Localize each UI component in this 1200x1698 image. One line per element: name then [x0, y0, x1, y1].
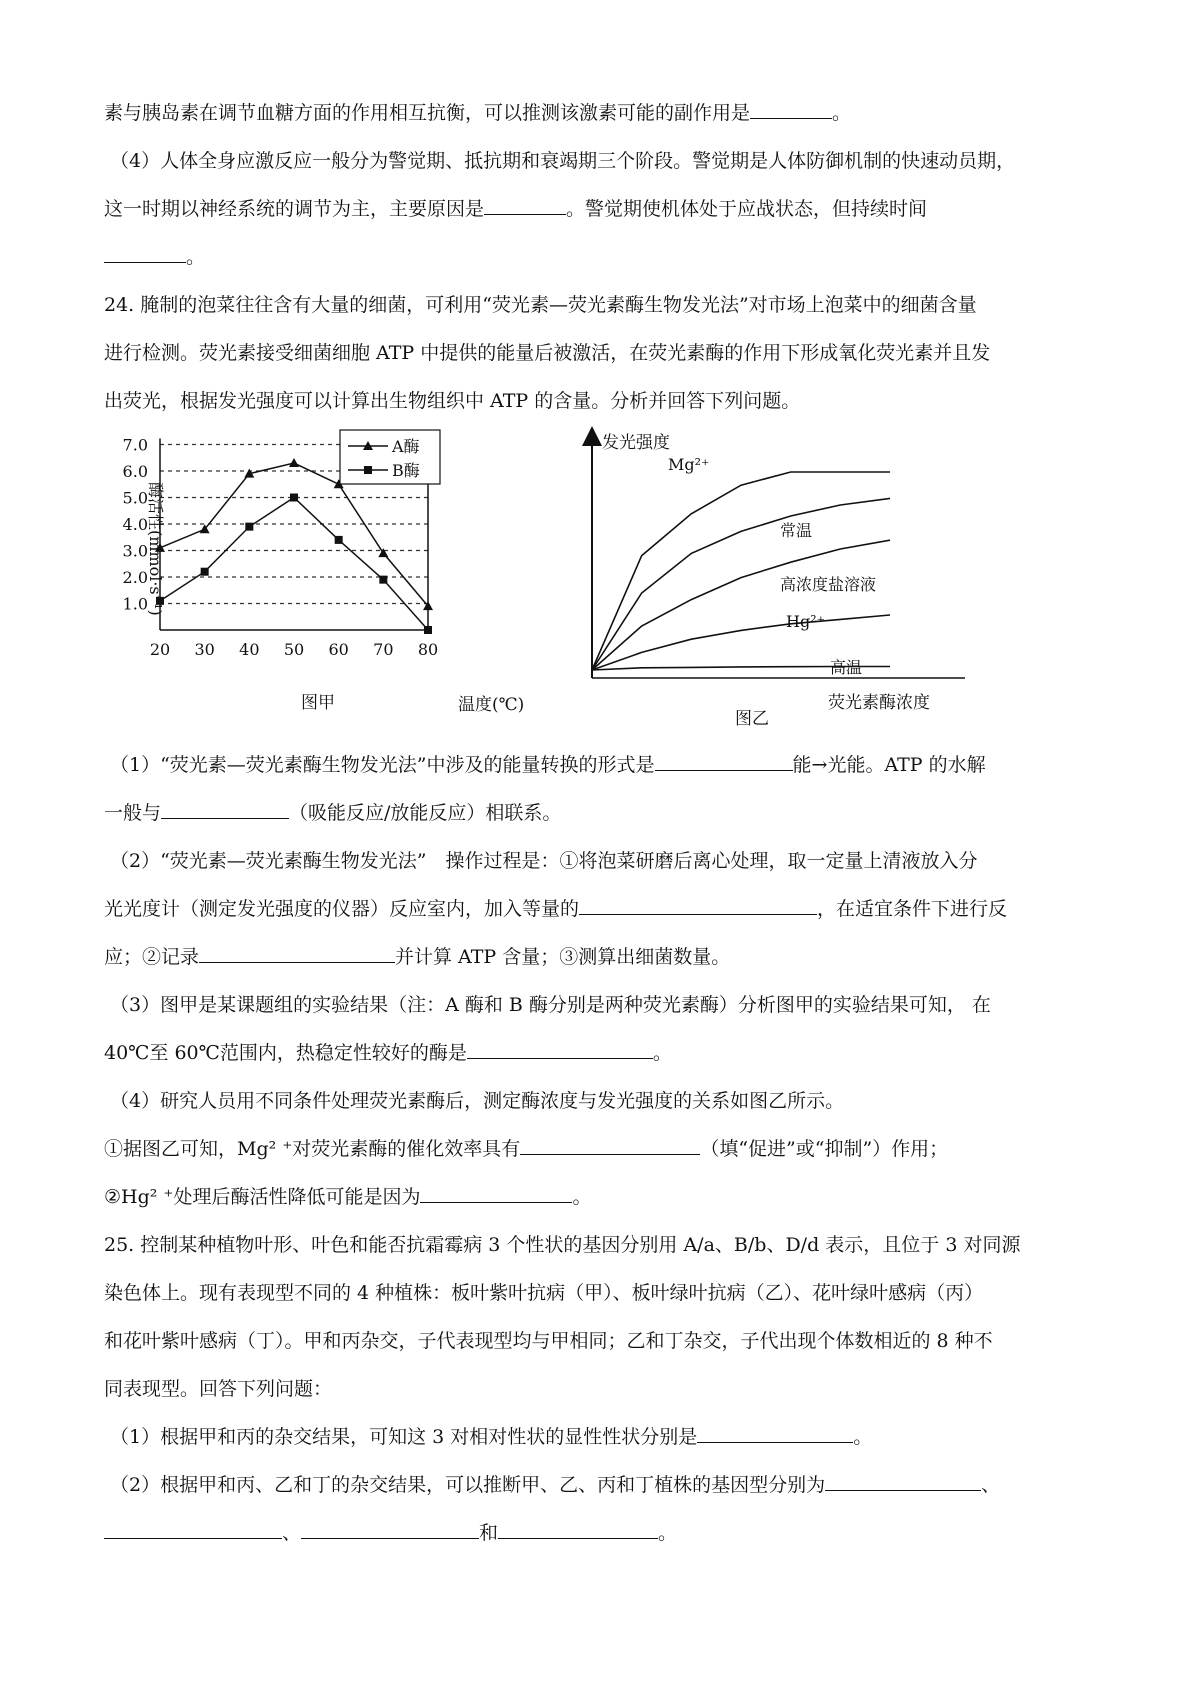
- sentence-text: （3）图甲是某课题组的实验结果（注：A 酶和 B 酶分别是两种荧光素酶）分析图甲的实验结果可知， 在: [110, 994, 991, 1016]
- text-line: [110, 752, 986, 778]
- sentence-text: （2）根据甲和丙、乙和丁的杂交结果，可以推断甲、乙、丙和丁植株的基因型分别为: [110, 1474, 826, 1496]
- sentence-text: （1）根据甲和丙的杂交结果，可知这 3 对相对性状的显性性状分别是: [110, 1426, 698, 1448]
- answer-blank[interactable]: [750, 100, 832, 119]
- x-tick-label: 50: [283, 640, 305, 659]
- text-line: [104, 1520, 677, 1546]
- sentence-text: 光光度计（测定发光强度的仪器）反应室内，加入等量的: [104, 898, 580, 920]
- sentence-text: ，在适宜条件下进行反: [817, 898, 1008, 920]
- figure-jia-chart: [122, 428, 570, 728]
- sentence-text: 这一时期以神经系统的调节为主，主要原因是: [104, 198, 485, 220]
- sentence-text: （4）人体全身应激反应一般分为警觉期、抵抗期和衰竭期三个阶段。警觉期是人体防御机制的快速动员期，: [110, 150, 1016, 172]
- answer-blank[interactable]: [301, 1520, 479, 1539]
- answer-blank[interactable]: [579, 896, 817, 915]
- sentence-text: 素与胰岛素在调节血糖方面的作用相互抗衡，可以推测该激素可能的副作用是: [104, 102, 751, 124]
- question-25-stem: [104, 1232, 1020, 1258]
- question-24-stem: [104, 388, 800, 414]
- figure-caption: 图乙: [735, 709, 769, 729]
- data-point: [245, 523, 253, 531]
- text-line: [104, 1136, 948, 1162]
- legend-label: A酶: [392, 437, 420, 456]
- text-line: [104, 896, 1007, 922]
- text-line: [104, 1040, 672, 1066]
- sentence-text: （2）“荧光素—荧光素酶生物发光法” 操作过程是：①将泡菜研磨后离心处理，取一定量上清液放入分: [110, 850, 978, 872]
- y-tick-label: 4.0: [122, 515, 148, 534]
- text-line: [104, 196, 927, 222]
- question-24-stem: [104, 340, 990, 366]
- sentence-text: （1）“荧光素—荧光素酶生物发光法”中涉及的能量转换的形式是: [110, 754, 655, 776]
- sentence-text: 同表现型。回答下列问题：: [104, 1378, 333, 1400]
- data-point: [201, 568, 209, 576]
- figure-caption: 图甲: [301, 693, 335, 713]
- series-label: 高浓度盐溶液: [780, 575, 877, 594]
- sentence-text: 。: [186, 246, 206, 268]
- sentence-text: 40℃至 60℃范围内，热稳定性较好的酶是: [104, 1042, 467, 1064]
- sentence-text: 出荧光，根据发光强度可以计算出生物组织中 ATP 的含量。分析并回答下列问题。: [104, 390, 801, 412]
- y-tick-label: 3.0: [122, 541, 148, 561]
- data-point: [289, 458, 299, 467]
- answer-blank[interactable]: [467, 1040, 653, 1059]
- data-point: [378, 548, 388, 557]
- sentence-text: 、: [981, 1474, 1001, 1496]
- sentence-text: 一般与: [104, 802, 162, 824]
- x-tick-label: 20: [149, 640, 171, 659]
- sentence-text: 。: [658, 1522, 678, 1544]
- series-label: 高温: [830, 658, 863, 677]
- series-label: Hg²⁺: [786, 612, 826, 631]
- answer-blank[interactable]: [420, 1184, 572, 1203]
- y-tick-label: 6.0: [122, 462, 148, 481]
- text-line: [110, 1472, 1000, 1498]
- sentence-text: 24. 腌制的泡菜往往含有大量的细菌，可利用“荧光素—荧光素酶生物发光法”对市场上泡菜中的细菌含量: [104, 294, 977, 316]
- y-axis-label: 酶活性(mmol·s⁻¹): [146, 482, 165, 616]
- answer-blank[interactable]: [104, 244, 186, 263]
- x-tick-label: 60: [328, 640, 349, 659]
- sentence-text: 、: [282, 1522, 302, 1544]
- series-curve: [592, 540, 890, 670]
- y-tick-label: 7.0: [122, 435, 148, 455]
- sentence-text: 能→光能。ATP 的水解: [792, 754, 986, 776]
- data-point: [335, 536, 343, 544]
- data-point: [424, 626, 432, 634]
- text-line: [104, 244, 205, 270]
- legend-box: [340, 430, 440, 484]
- chart-series: [592, 455, 890, 677]
- question-24-stem: [104, 292, 977, 318]
- answer-blank[interactable]: [520, 1136, 700, 1155]
- figure-yi-chart: [580, 428, 980, 738]
- series-label: Mg²⁺: [668, 455, 710, 474]
- series-curve: [592, 472, 890, 670]
- x-axis-label: 温度(℃): [458, 695, 525, 715]
- y-axis-label: 发光强度: [602, 433, 670, 453]
- sentence-text: 。: [572, 1186, 592, 1208]
- text-line: [104, 800, 561, 826]
- text-line: [110, 1088, 844, 1114]
- legend-marker: [364, 466, 372, 474]
- sentence-text: 染色体上。现有表现型不同的 4 种植株：板叶紫叶抗病（甲）、板叶绿叶抗病（乙）、花叶绿叶感病（丙）: [104, 1282, 984, 1304]
- sentence-text: 25. 控制某种植物叶形、叶色和能否抗霜霉病 3 个性状的基因分别用 A/a、B/b、D/d 表示，且位于 3 对同源: [104, 1234, 1021, 1256]
- sentence-text: 。: [853, 1426, 873, 1448]
- text-line: [110, 848, 978, 874]
- answer-blank[interactable]: [697, 1424, 853, 1443]
- sentence-text: （吸能反应/放能反应）相联系。: [289, 802, 562, 824]
- sentence-text: 应；②记录: [104, 946, 200, 968]
- text-line: [110, 1424, 872, 1450]
- sentence-text: 进行检测。荧光素接受细菌细胞 ATP 中提供的能量后被激活，在荧光素酶的作用下形成氧化荧光素并且发: [104, 342, 991, 364]
- answer-blank[interactable]: [498, 1520, 658, 1539]
- sentence-text: （4）研究人员用不同条件处理荧光素酶后，测定酶浓度与发光强度的关系如图乙所示。: [110, 1090, 845, 1112]
- series-label: 常温: [780, 521, 813, 540]
- y-tick-label: 1.0: [122, 594, 148, 614]
- answer-blank[interactable]: [655, 752, 793, 771]
- answer-blank[interactable]: [161, 800, 289, 819]
- chart-legend: [340, 430, 440, 484]
- y-tick-label: 2.0: [122, 568, 148, 587]
- sentence-text: ①据图乙可知，Mg² ⁺对荧光素酶的催化效率具有: [104, 1138, 521, 1160]
- answer-blank[interactable]: [484, 196, 566, 215]
- sentence-text: 和: [479, 1522, 499, 1544]
- question-25-stem: [104, 1376, 332, 1402]
- x-tick-label: 80: [417, 640, 439, 659]
- sentence-text: 。: [652, 1042, 672, 1064]
- sentence-text: 并计算 ATP 含量；③测算出细菌数量。: [395, 946, 731, 968]
- x-tick-label: 40: [239, 640, 260, 659]
- series-line: [160, 498, 428, 631]
- text-line: [110, 992, 991, 1018]
- answer-blank[interactable]: [199, 944, 395, 963]
- answer-blank[interactable]: [825, 1472, 981, 1491]
- sentence-text: （填“促进”或“抑制”）作用；: [700, 1138, 949, 1160]
- text-line: [104, 944, 730, 970]
- y-tick-label: 5.0: [122, 488, 148, 508]
- text-line: [104, 1184, 591, 1210]
- sentence-text: 。: [832, 102, 852, 124]
- data-point: [290, 494, 298, 502]
- question-25-stem: [104, 1328, 993, 1354]
- question-25-stem: [104, 1280, 983, 1306]
- text-line: [104, 100, 851, 126]
- sentence-text: 。警觉期使机体处于应战状态，但持续时间: [566, 198, 928, 220]
- answer-blank[interactable]: [104, 1520, 282, 1539]
- x-tick-label: 70: [373, 640, 394, 659]
- sentence-text: 和花叶紫叶感病（丁）。甲和丙杂交，子代表现型均与甲相同；乙和丁杂交，子代出现个体数相近的 8 种不: [104, 1330, 993, 1352]
- sentence-text: ②Hg² ⁺处理后酶活性降低可能是因为: [104, 1186, 421, 1208]
- x-tick-label: 30: [194, 640, 215, 659]
- data-point: [379, 576, 387, 584]
- x-axis-label: 荧光素酶浓度: [828, 693, 930, 713]
- text-line: [110, 148, 1015, 174]
- legend-label: B酶: [392, 461, 420, 480]
